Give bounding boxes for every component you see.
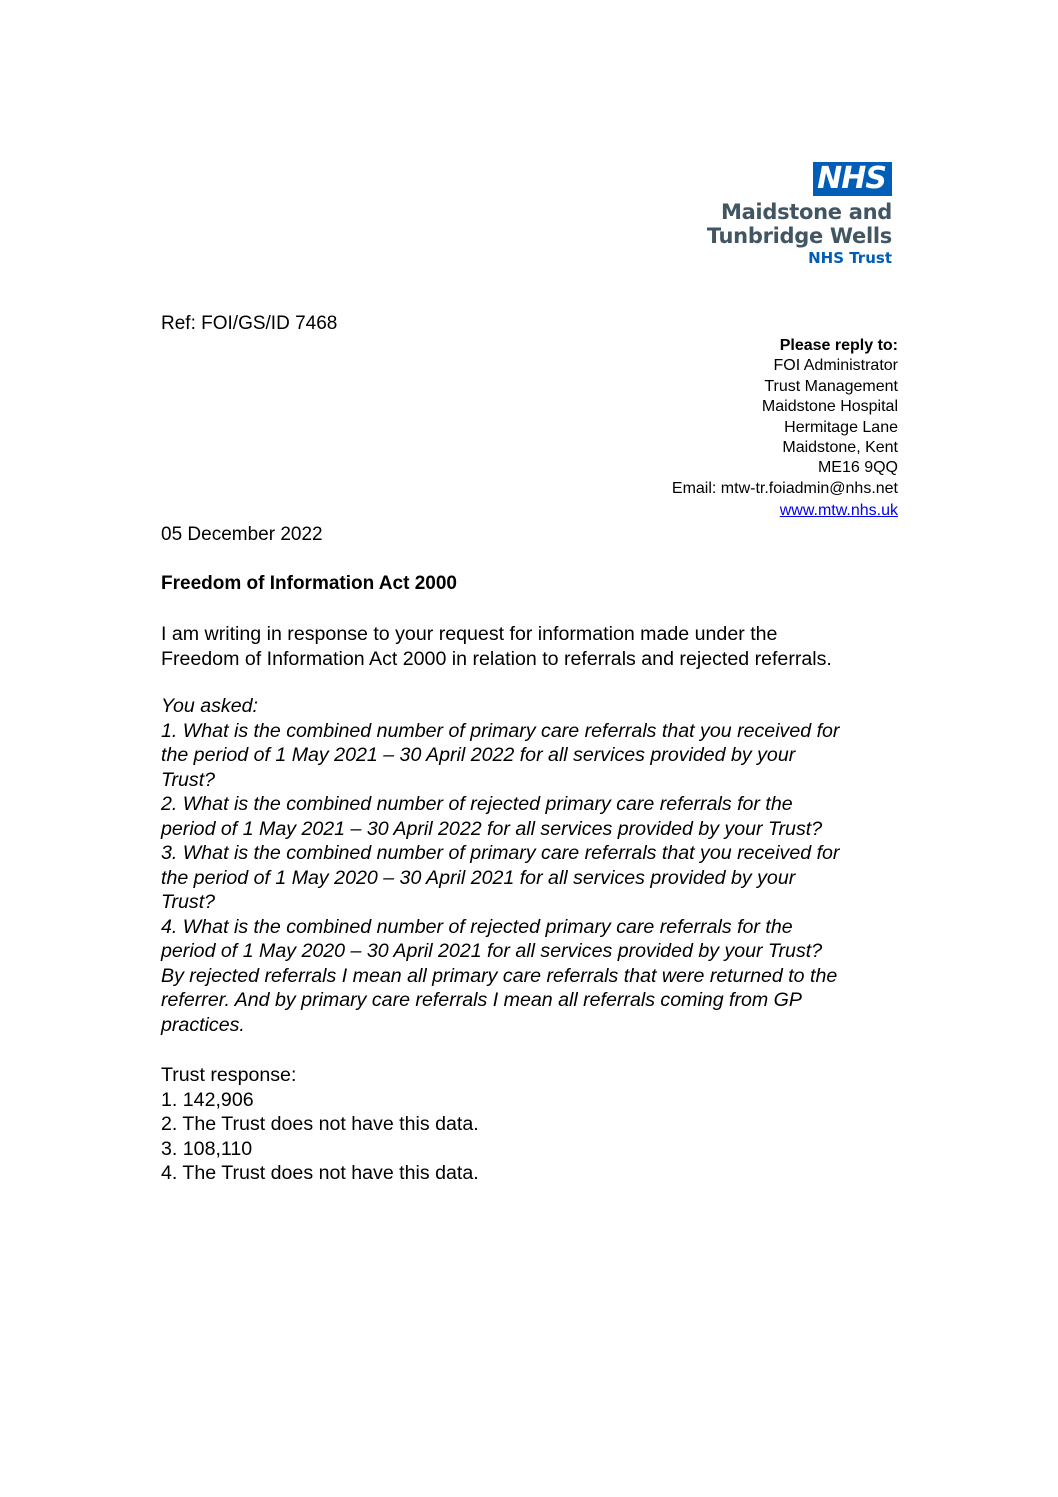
org-name-line1: Maidstone and — [720, 200, 892, 224]
question-line: Trust? — [161, 891, 216, 913]
request-questions — [161, 694, 921, 1037]
response-item: 4. The Trust does not have this data. — [161, 1162, 479, 1184]
response-item: 1. 142,906 — [161, 1088, 254, 1111]
question-line: practices. — [161, 1013, 245, 1036]
question-line: period of 1 May 2021 – 30 April 2022 for all services provided by your Trust? — [161, 817, 823, 840]
reply-to-address — [672, 336, 898, 522]
trust-response — [161, 1063, 921, 1186]
reference-number: Ref: FOI/GS/ID 7468 — [161, 313, 338, 334]
reply-to-line: Hermitage Lane — [784, 418, 898, 436]
response-heading: Trust response: — [161, 1064, 297, 1086]
reply-to-line: Trust Management — [764, 377, 898, 395]
response-item: 3. 108,110 — [161, 1137, 253, 1160]
question-line: the period of 1 May 2020 – 30 April 2021 for all services provided by your — [161, 866, 796, 889]
question-line: the period of 1 May 2021 – 30 April 2022 for all services provided by your — [161, 744, 796, 766]
nhs-badge: NHS — [813, 162, 892, 196]
letter-date: 05 December 2022 — [161, 524, 323, 545]
act-title: Freedom of Information Act 2000 — [161, 573, 457, 594]
reply-to-line: Maidstone Hospital — [761, 398, 898, 416]
question-line: 3. What is the combined number of primary care referrals that you received for — [161, 842, 840, 864]
reply-to-heading: Please reply to: — [779, 337, 898, 354]
nhs-trust-logo — [632, 162, 892, 267]
reply-to-email: Email: mtw-tr.foiadmin@nhs.net — [671, 479, 898, 497]
intro-paragraph — [161, 622, 921, 671]
org-name-line3: NHS Trust — [808, 249, 892, 267]
question-line: 2. What is the combined number of rejected primary care referrals for the — [161, 793, 793, 815]
question-line: referrer. And by primary care referrals I mean all referrals coming from GP — [161, 989, 802, 1011]
question-line: By rejected referrals I mean all primary care referrals that were returned to the — [161, 964, 838, 987]
question-line: 4. What is the combined number of rejected primary care referrals for the — [161, 915, 793, 938]
website-link[interactable]: www.mtw.nhs.uk — [779, 502, 898, 520]
reply-to-line: FOI Administrator — [773, 357, 898, 375]
org-name-line2: Tunbridge Wells — [706, 224, 892, 248]
reply-to-line: ME16 9QQ — [817, 459, 898, 477]
question-line: 1. What is the combined number of primary care referrals that you received for — [161, 719, 840, 742]
question-line: Trust? — [161, 768, 216, 791]
intro-line: Freedom of Information Act 2000 in relation to referrals and rejected referrals. — [161, 647, 832, 670]
question-line: period of 1 May 2020 – 30 April 2021 for all services provided by your Trust? — [161, 940, 823, 962]
response-item: 2. The Trust does not have this data. — [161, 1113, 479, 1135]
questions-heading: You asked: — [161, 695, 258, 717]
reply-to-line: Maidstone, Kent — [782, 439, 898, 457]
intro-line: I am writing in response to your request for information made under the — [161, 623, 778, 645]
